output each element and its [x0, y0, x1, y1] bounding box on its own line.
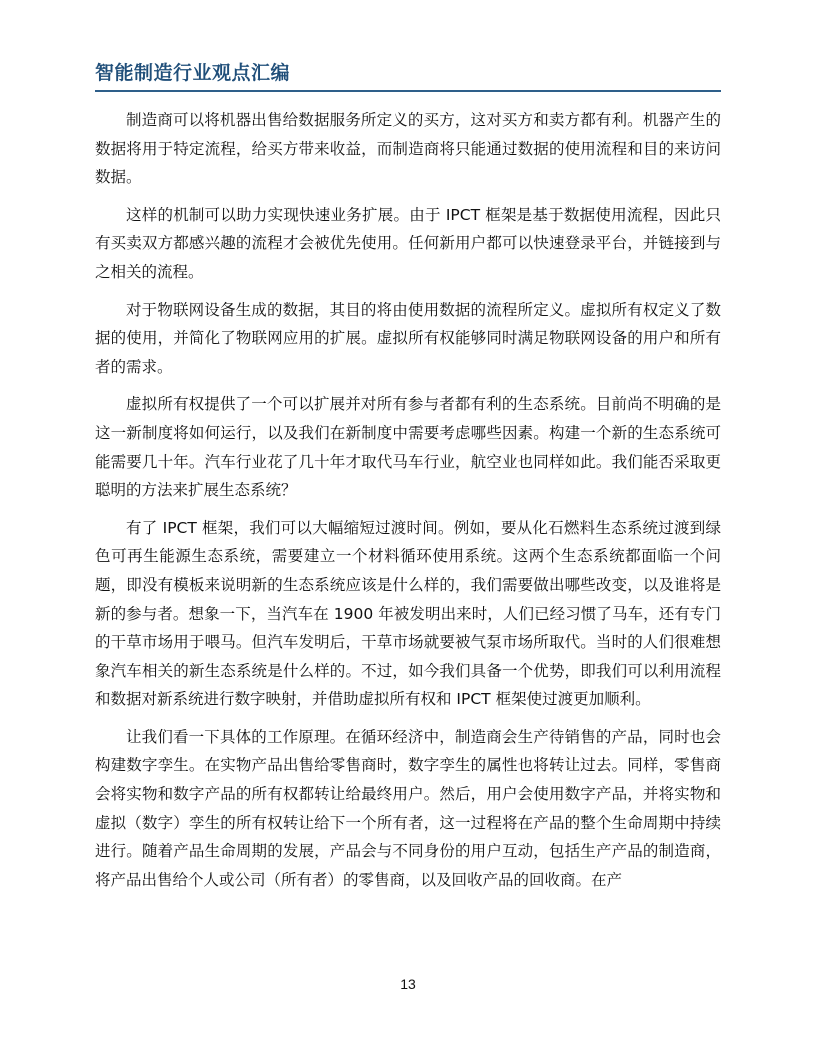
header-title: 智能制造行业观点汇编: [95, 62, 291, 84]
paragraph: 对于物联网设备生成的数据，其目的将由使用数据的流程所定义。虚拟所有权定义了数据的使用，并简化了物联网应用的扩展。虚拟所有权能够同时满足物联网设备的用户和所有者的需求。: [95, 300, 721, 376]
paragraph: 这样的机制可以助力实现快速业务扩展。由于 IPCT 框架是基于数据使用流程，因此只有买卖双方都感兴趣的流程才会被优先使用。任何新用户都可以快速登录平台，并链接到与之相关的流程。: [95, 205, 721, 281]
paragraph: 虚拟所有权提供了一个可以扩展并对所有参与者都有利的生态系统。目前尚不明确的是这一新制度将如何运行，以及我们在新制度中需要考虑哪些因素。构建一个新的生态系统可能需要几十年。汽车行业花了几十年才取代马车行业，航空业也同样如此。我们能否采取更聪明的方法来扩展生态系统？: [95, 395, 721, 500]
body-text: [95, 106, 721, 903]
paragraph: 有了 IPCT 框架，我们可以大幅缩短过渡时间。例如，要从化石燃料生态系统过渡到绿色可再生能源生态系统，需要建立一个材料循环使用系统。这两个生态系统都面临一个问题，即没有模板来说明新的生态系统应该是什么样的，我们需要做出哪些改变，以及谁将是新的参与者。想象一下，当汽车在 1900 年被发明出来时，人们已经习惯了马车，还有专门的干草市场用于喂马。但汽车发明后，干草市场就要被气泵市场所取代。当时的人们很难想象汽车相关的新生态系统是什么样的。不过，如今我们具备一个优势，即我们可以利用流程和数据对新系统进行数字映射，并借助虚拟所有权和 IPCT 框架使过渡更加顺利。: [95, 518, 721, 709]
paragraph: 让我们看一下具体的工作原理。在循环经济中，制造商会生产待销售的产品，同时也会构建数字孪生。在实物产品出售给零售商时，数字孪生的属性也将转让过去。同样，零售商会将实物和数字产品的所有权都转让给最终用户。然后，用户会使用数字产品，并将实物和虚拟（数字）孪生的所有权转让给下一个所有者，这一过程将在产品的整个生命周期中持续进行。随着产品生命周期的发展，产品会与不同身份的用户互动，包括生产产品的制造商，将产品出售给个人或公司（所有者）的零售商，以及回收产品的回收商。在产: [95, 727, 721, 889]
paragraph: 制造商可以将机器出售给数据服务所定义的买方，这对买方和卖方都有利。机器产生的数据将用于特定流程，给买方带来收益，而制造商将只能通过数据的使用流程和目的来访问数据。: [95, 111, 721, 187]
page-header: [95, 60, 721, 92]
page-number: 13: [400, 976, 416, 992]
